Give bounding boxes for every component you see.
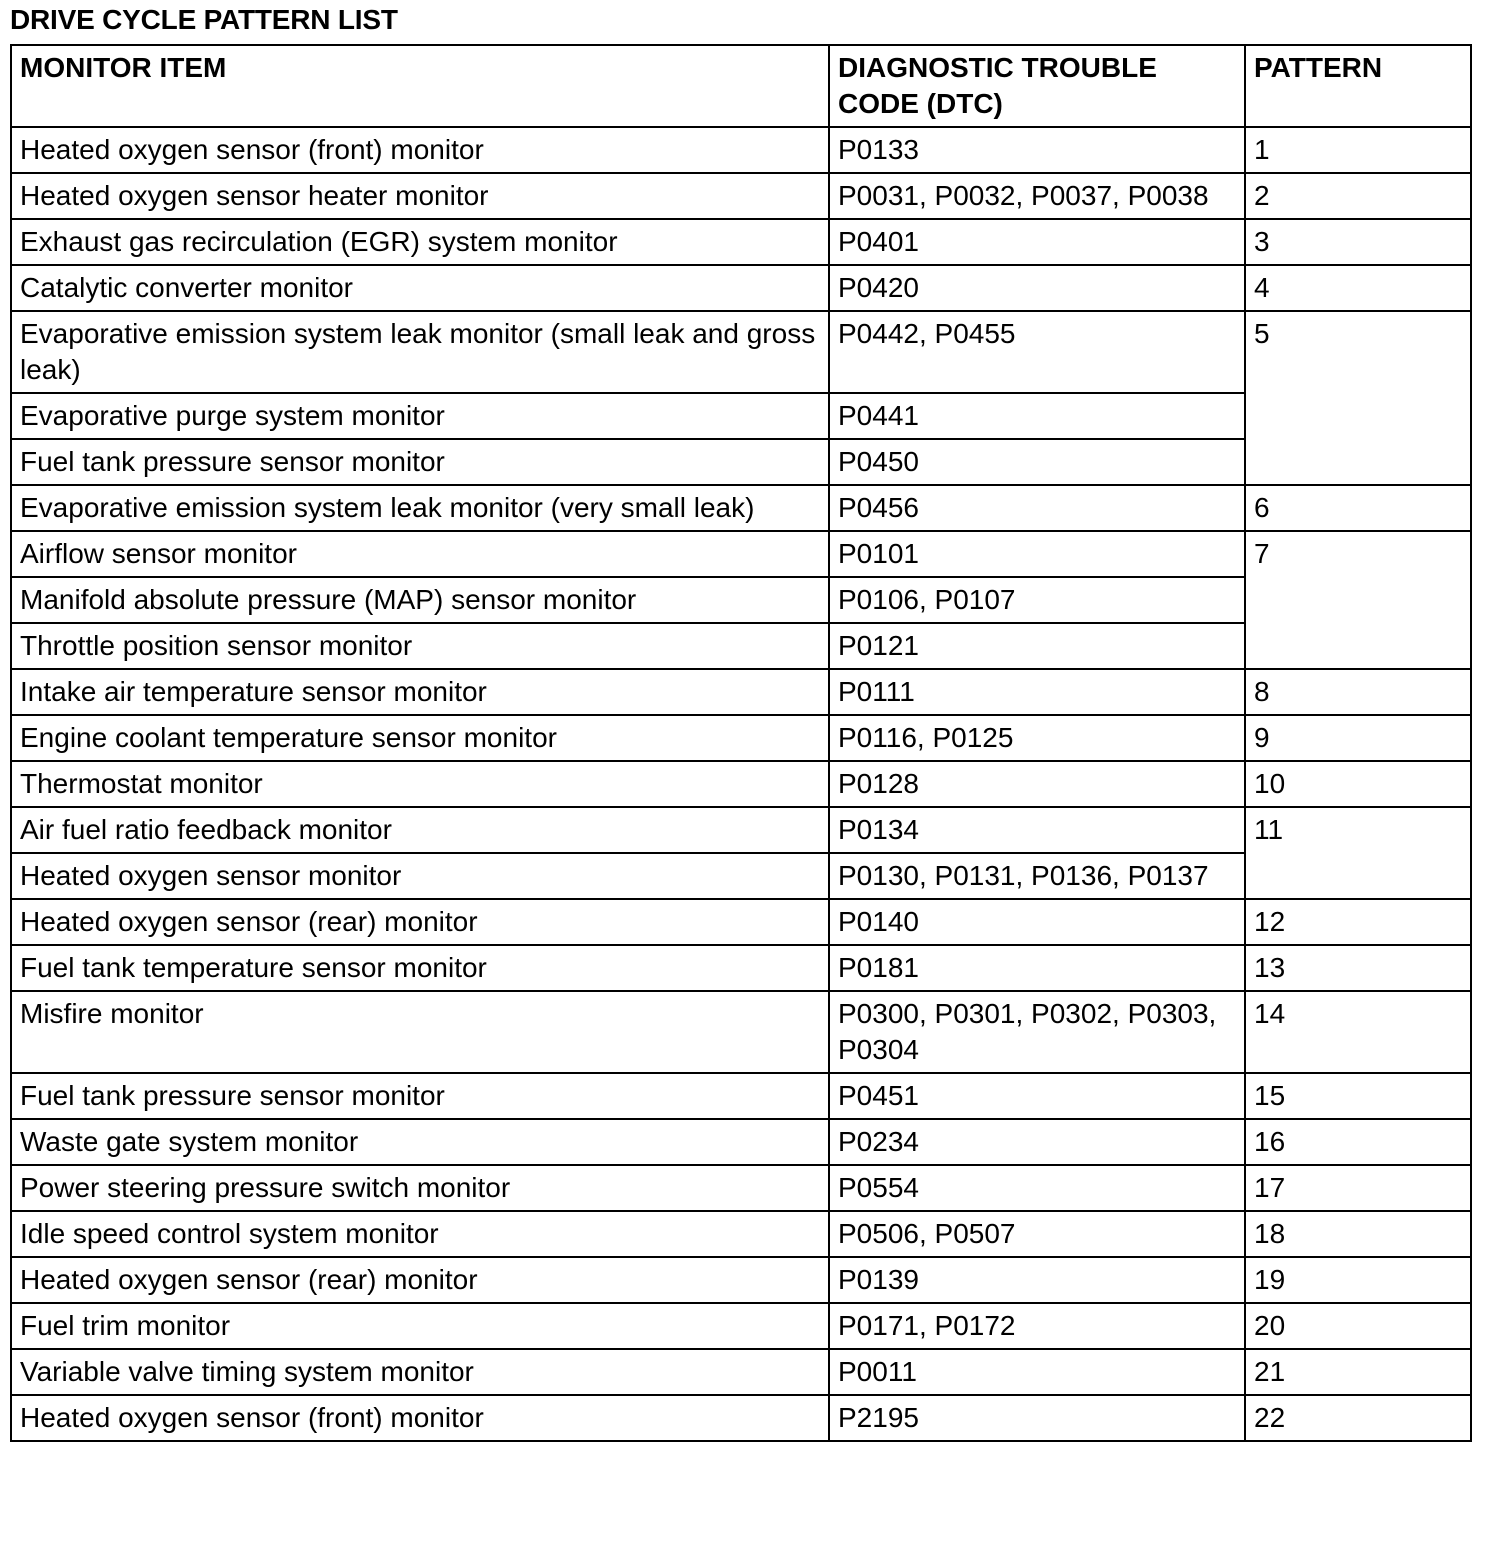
pattern-cell: 2 xyxy=(1245,173,1471,219)
monitor-item-cell: Airflow sensor monitor xyxy=(11,531,829,577)
pattern-cell: 18 xyxy=(1245,1211,1471,1257)
page-title: DRIVE CYCLE PATTERN LIST xyxy=(10,4,398,35)
dtc-cell: P0181 xyxy=(829,945,1245,991)
monitor-item-cell: Power steering pressure switch monitor xyxy=(11,1165,829,1211)
pattern-cell: 8 xyxy=(1245,669,1471,715)
header-pattern: PATTERN xyxy=(1245,45,1471,127)
monitor-item-cell: Catalytic converter monitor xyxy=(11,265,829,311)
monitor-item-cell: Fuel tank temperature sensor monitor xyxy=(11,945,829,991)
table-row xyxy=(11,761,1471,807)
monitor-item-cell: Evaporative purge system monitor xyxy=(11,393,829,439)
pattern-cell: 14 xyxy=(1245,991,1471,1073)
table-row xyxy=(11,127,1471,173)
table-row xyxy=(11,1119,1471,1165)
pattern-cell: 3 xyxy=(1245,219,1471,265)
table-row xyxy=(11,1349,1471,1395)
table-row xyxy=(11,669,1471,715)
monitor-item-cell: Misfire monitor xyxy=(11,991,829,1073)
monitor-item-cell: Heated oxygen sensor (rear) monitor xyxy=(11,899,829,945)
monitor-item-cell: Fuel tank pressure sensor monitor xyxy=(11,439,829,485)
monitor-item-cell: Idle speed control system monitor xyxy=(11,1211,829,1257)
dtc-cell: P0128 xyxy=(829,761,1245,807)
table-row xyxy=(11,1165,1471,1211)
monitor-item-cell: Heated oxygen sensor (rear) monitor xyxy=(11,1257,829,1303)
monitor-item-cell: Heated oxygen sensor heater monitor xyxy=(11,173,829,219)
table-row xyxy=(11,531,1471,577)
pattern-cell: 22 xyxy=(1245,1395,1471,1441)
dtc-cell: P0116, P0125 xyxy=(829,715,1245,761)
dtc-cell: P0506, P0507 xyxy=(829,1211,1245,1257)
dtc-cell: P0133 xyxy=(829,127,1245,173)
pattern-cell: 19 xyxy=(1245,1257,1471,1303)
monitor-item-cell: Fuel tank pressure sensor monitor xyxy=(11,1073,829,1119)
table-row xyxy=(11,173,1471,219)
dtc-cell: P0401 xyxy=(829,219,1245,265)
dtc-cell: P0300, P0301, P0302, P0303, P0304 xyxy=(829,991,1245,1073)
dtc-cell: P0420 xyxy=(829,265,1245,311)
header-row xyxy=(11,45,1471,127)
table-row xyxy=(11,1303,1471,1349)
dtc-cell: P0101 xyxy=(829,531,1245,577)
table-row xyxy=(11,899,1471,945)
dtc-cell: P0171, P0172 xyxy=(829,1303,1245,1349)
dtc-cell: P0234 xyxy=(829,1119,1245,1165)
pattern-cell: 13 xyxy=(1245,945,1471,991)
pattern-cell: 9 xyxy=(1245,715,1471,761)
dtc-cell: P0441 xyxy=(829,393,1245,439)
monitor-item-cell: Throttle position sensor monitor xyxy=(11,623,829,669)
header-monitor-item: MONITOR ITEM xyxy=(11,45,829,127)
monitor-item-cell: Engine coolant temperature sensor monitor xyxy=(11,715,829,761)
pattern-cell: 12 xyxy=(1245,899,1471,945)
drive-cycle-table xyxy=(10,44,1472,1442)
dtc-cell: P0011 xyxy=(829,1349,1245,1395)
header-dtc: DIAGNOSTIC TROUBLE CODE (DTC) xyxy=(829,45,1245,127)
dtc-cell: P0031, P0032, P0037, P0038 xyxy=(829,173,1245,219)
pattern-cell: 20 xyxy=(1245,1303,1471,1349)
dtc-cell: P0451 xyxy=(829,1073,1245,1119)
pattern-cell: 10 xyxy=(1245,761,1471,807)
dtc-cell: P0130, P0131, P0136, P0137 xyxy=(829,853,1245,899)
table-row xyxy=(11,945,1471,991)
monitor-item-cell: Exhaust gas recirculation (EGR) system monitor xyxy=(11,219,829,265)
monitor-item-cell: Heated oxygen sensor (front) monitor xyxy=(11,127,829,173)
table-row xyxy=(11,1073,1471,1119)
monitor-item-cell: Intake air temperature sensor monitor xyxy=(11,669,829,715)
pattern-cell: 6 xyxy=(1245,485,1471,531)
pattern-cell: 5 xyxy=(1245,311,1471,485)
dtc-cell: P2195 xyxy=(829,1395,1245,1441)
dtc-cell: P0121 xyxy=(829,623,1245,669)
monitor-item-cell: Heated oxygen sensor (front) monitor xyxy=(11,1395,829,1441)
table-row xyxy=(11,807,1471,853)
table-row xyxy=(11,485,1471,531)
table-row xyxy=(11,311,1471,393)
monitor-item-cell: Manifold absolute pressure (MAP) sensor monitor xyxy=(11,577,829,623)
table-row xyxy=(11,219,1471,265)
monitor-item-cell: Air fuel ratio feedback monitor xyxy=(11,807,829,853)
monitor-item-cell: Evaporative emission system leak monitor (very small leak) xyxy=(11,485,829,531)
monitor-item-cell: Waste gate system monitor xyxy=(11,1119,829,1165)
dtc-cell: P0106, P0107 xyxy=(829,577,1245,623)
monitor-item-cell: Thermostat monitor xyxy=(11,761,829,807)
pattern-cell: 1 xyxy=(1245,127,1471,173)
monitor-item-cell: Variable valve timing system monitor xyxy=(11,1349,829,1395)
monitor-item-cell: Fuel trim monitor xyxy=(11,1303,829,1349)
pattern-cell: 21 xyxy=(1245,1349,1471,1395)
dtc-cell: P0139 xyxy=(829,1257,1245,1303)
pattern-cell: 4 xyxy=(1245,265,1471,311)
dtc-cell: P0140 xyxy=(829,899,1245,945)
pattern-cell: 17 xyxy=(1245,1165,1471,1211)
dtc-cell: P0134 xyxy=(829,807,1245,853)
table-header xyxy=(11,45,1471,127)
dtc-cell: P0442, P0455 xyxy=(829,311,1245,393)
table-body xyxy=(11,127,1471,1441)
dtc-cell: P0111 xyxy=(829,669,1245,715)
table-row xyxy=(11,1211,1471,1257)
dtc-cell: P0456 xyxy=(829,485,1245,531)
monitor-item-cell: Heated oxygen sensor monitor xyxy=(11,853,829,899)
table-row xyxy=(11,1395,1471,1441)
table-row xyxy=(11,991,1471,1073)
monitor-item-cell: Evaporative emission system leak monitor (small leak and gross leak) xyxy=(11,311,829,393)
pattern-cell: 11 xyxy=(1245,807,1471,899)
dtc-cell: P0450 xyxy=(829,439,1245,485)
pattern-cell: 7 xyxy=(1245,531,1471,669)
pattern-cell: 15 xyxy=(1245,1073,1471,1119)
pattern-cell: 16 xyxy=(1245,1119,1471,1165)
table-row xyxy=(11,265,1471,311)
table-row xyxy=(11,1257,1471,1303)
table-row xyxy=(11,715,1471,761)
dtc-cell: P0554 xyxy=(829,1165,1245,1211)
